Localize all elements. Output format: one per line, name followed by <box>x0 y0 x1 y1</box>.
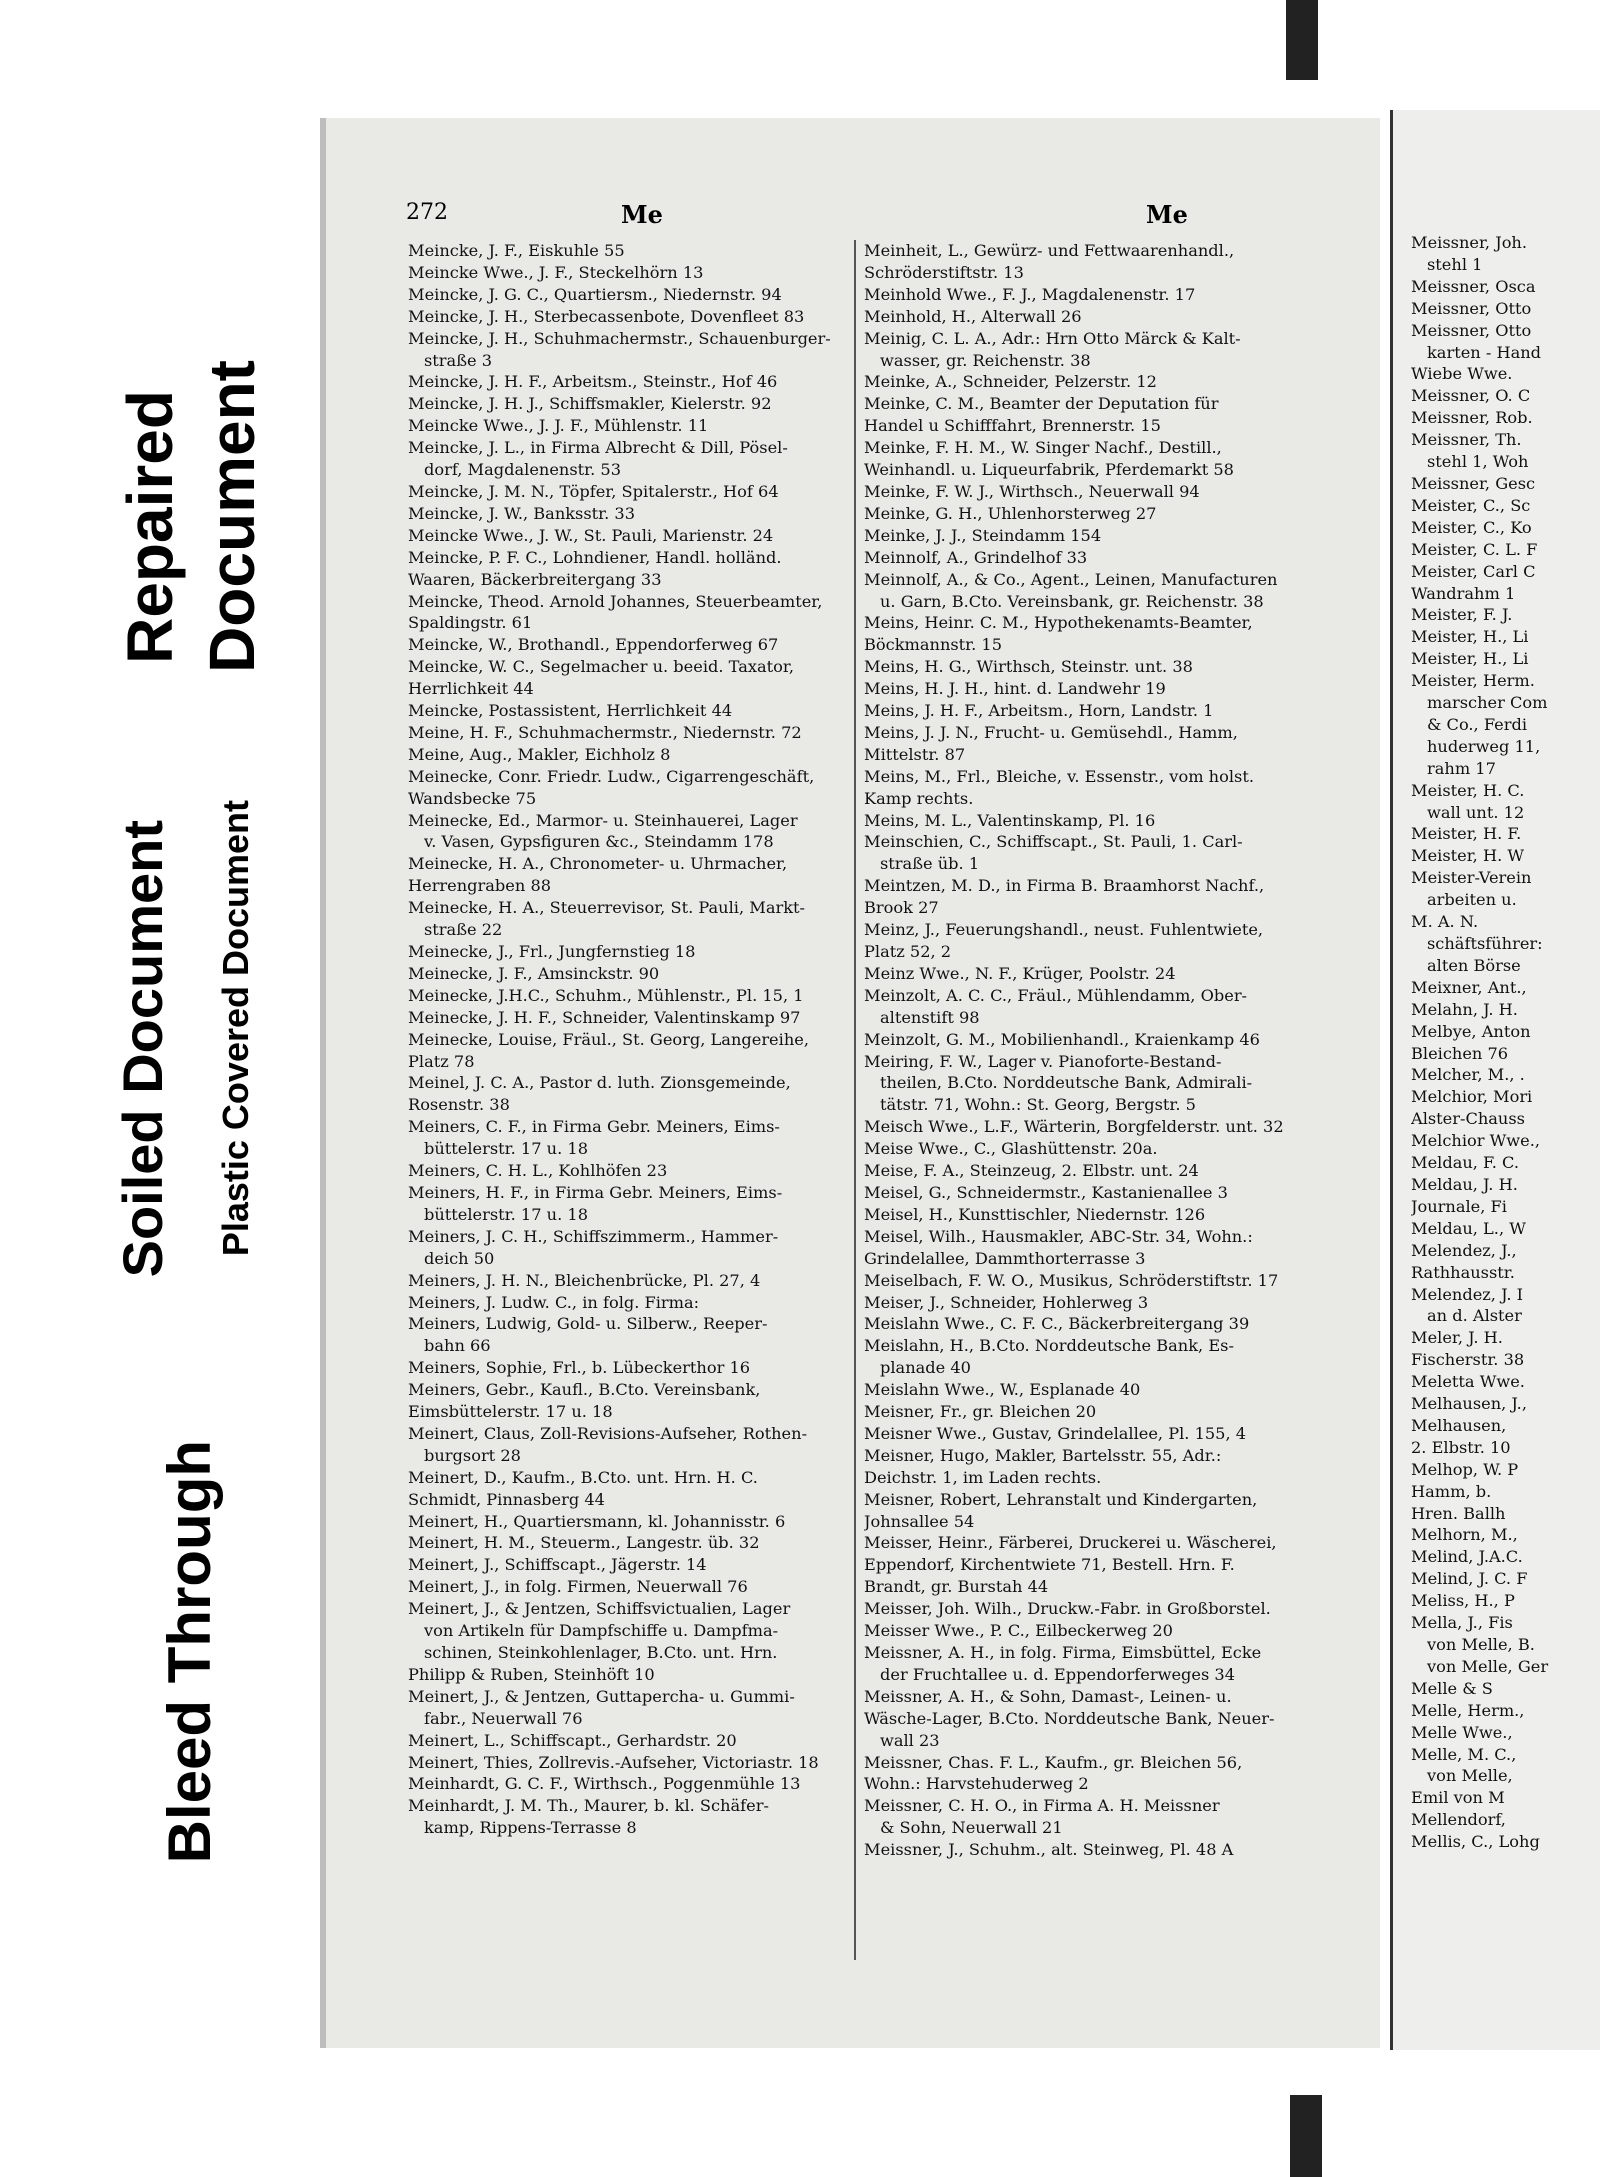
directory-entry-line: Meissner, C. H. O., in Firma A. H. Meissner <box>864 1796 1220 1816</box>
directory-entry-line: Wohn.: Harvstehuderweg 2 <box>864 1774 1089 1794</box>
directory-entry-line: Melbye, Anton <box>1411 1021 1531 1041</box>
directory-entry-line: Meins, J. J. N., Frucht- u. Gemüsehdl., Hamm, <box>864 722 1238 742</box>
directory-entry-line: an d. Alster <box>1427 1306 1522 1326</box>
directory-entry-line: kamp, Rippens-Terrasse 8 <box>424 1818 637 1838</box>
directory-entry-line: Meissner, Chas. F. L., Kaufm., gr. Bleichen 56, <box>864 1752 1243 1772</box>
directory-entry-line: Meiners, C. H. L., Kohlhöfen 23 <box>408 1161 668 1181</box>
label-repaired-line1: Repaired <box>114 390 186 664</box>
directory-entry-line: Meincke, Theod. Arnold Johannes, Steuerbeamter, <box>408 591 823 611</box>
directory-entry-line: Meinel, J. C. A., Pastor d. luth. Zionsgemeinde, <box>408 1073 791 1093</box>
directory-entry-line: Meincke Wwe., J. W., St. Pauli, Marienstr. 24 <box>408 525 774 545</box>
directory-entry-line: Meissner, Th. <box>1411 430 1522 450</box>
directory-entry-line: Meins, Heinr. C. M., Hypothekenamts-Beamter, <box>864 613 1253 633</box>
directory-entry-line: Meixner, Ant., <box>1411 977 1527 997</box>
directory-entry-line: Meincke, Postassistent, Herrlichkeit 44 <box>408 701 733 721</box>
directory-entry-line: Weinhandl. u. Liqueurfabrik, Pferdemarkt 58 <box>864 460 1234 480</box>
directory-entry-line: Meinz, J., Feuerungshandl., neust. Fuhlentwiete, <box>864 920 1264 940</box>
directory-entry-line: Rathhausstr. <box>1411 1262 1515 1282</box>
directory-entry-line: Meinnolf, A., & Co., Agent., Leinen, Manufacturen <box>864 569 1278 589</box>
directory-entry-line: Grindelallee, Dammthorterrasse 3 <box>864 1248 1146 1268</box>
directory-entry-line: Meincke, J. L., in Firma Albrecht & Dill, Pösel- <box>408 438 788 458</box>
directory-entry-line: wall 23 <box>880 1730 940 1750</box>
directory-entry-line: Meincke, J. H. J., Schiffsmakler, Kielerstr. 92 <box>408 394 772 414</box>
directory-entry-line: Mellendorf, <box>1411 1810 1506 1830</box>
directory-entry-line: von Melle, B. <box>1427 1635 1535 1654</box>
directory-entry-line: Melchior Wwe., <box>1411 1131 1540 1151</box>
directory-entry-line: Meinke, F. W. J., Wirthsch., Neuerwall 94 <box>864 481 1200 501</box>
directory-entry-line: straße 22 <box>424 920 503 940</box>
directory-entry-line: Meincke, J. H., Sterbecassenbote, Dovenfleet 83 <box>408 306 805 326</box>
directory-entry-line: Melhausen, <box>1411 1415 1507 1435</box>
directory-entry-line: Melendez, J., <box>1411 1240 1517 1260</box>
directory-entry-line: Meinig, C. L. A., Adr.: Hrn Otto Märck & Kalt- <box>864 328 1241 348</box>
directory-entry-line: Meinhardt, G. C. F., Wirthsch., Poggenmühle 13 <box>408 1774 801 1794</box>
directory-entry-line: Meislahn Wwe., C. F. C., Bäckerbreitergang 39 <box>864 1314 1250 1334</box>
directory-entry-line: Meiser, J., Schneider, Hohlerweg 3 <box>864 1292 1149 1312</box>
directory-entry-line: Meisner Wwe., Gustav, Grindelallee, Pl. 155, 4 <box>864 1423 1247 1443</box>
directory-entry-line: Meister, Carl C <box>1411 561 1536 581</box>
directory-entry-line: Brandt, gr. Burstah 44 <box>864 1577 1049 1597</box>
directory-entry-line: Meine, H. F., Schuhmachermstr., Niedernstr. 72 <box>408 722 802 742</box>
label-soiled: Soiled Document <box>111 820 174 1278</box>
directory-entry-line: Spaldingstr. 61 <box>408 613 533 633</box>
directory-entry-line: & Sohn, Neuerwall 21 <box>880 1818 1063 1838</box>
directory-entry-line: Meldau, L., W <box>1411 1218 1526 1238</box>
directory-entry-line: Kamp rechts. <box>864 788 974 808</box>
directory-entry-line: Meister, H. F. <box>1411 824 1522 844</box>
directory-entry-line: Wandrahm 1 <box>1411 583 1516 603</box>
directory-entry-line: Hamm, b. <box>1411 1481 1492 1501</box>
directory-entry-line: Meister, C. L. F <box>1411 539 1538 559</box>
directory-entry-line: bahn 66 <box>424 1336 491 1356</box>
directory-entry-line: Eimsbüttelerstr. 17 u. 18 <box>408 1402 613 1422</box>
directory-entry-line: Meins, H. G., Wirthsch, Steinstr. unt. 38 <box>864 657 1193 677</box>
directory-entry-line: Meinecke, J.H.C., Schuhm., Mühlenstr., Pl. 15, 1 <box>408 985 804 1005</box>
directory-entry-line: Philipp & Ruben, Steinhöft 10 <box>408 1664 655 1684</box>
registration-mark-top <box>1286 0 1318 80</box>
directory-entry-line: Meinke, J. J., Steindamm 154 <box>864 525 1102 545</box>
directory-entry-line: Herrlichkeit 44 <box>408 679 534 699</box>
directory-entry-line: Melhorn, M., <box>1411 1525 1518 1545</box>
directory-entry-line: Melind, J.A.C. <box>1411 1547 1523 1567</box>
directory-entry-line: Platz 78 <box>408 1051 475 1071</box>
directory-entry-line: Meincke, J. F., Eiskuhle 55 <box>408 241 625 260</box>
directory-entry-line: Herrengraben 88 <box>408 876 552 896</box>
directory-entry-line: M. A. N. <box>1411 912 1479 932</box>
directory-entry-line: Meister, H. W <box>1411 846 1525 866</box>
label-repaired-line2: Document <box>196 360 268 673</box>
directory-entry-line: Meinecke, H. A., Chronometer- u. Uhrmacher, <box>408 854 788 874</box>
directory-entry-line: Meins, M., Frl., Bleiche, v. Essenstr., vom holst. <box>864 766 1254 786</box>
directory-entry-line: Meiners, Ludwig, Gold- u. Silberw., Reeper- <box>408 1314 768 1334</box>
directory-entry-line: straße üb. 1 <box>880 854 980 874</box>
directory-entry-line: Meiners, Sophie, Frl., b. Lübeckerthor 16 <box>408 1358 751 1378</box>
page-number: 272 <box>406 200 448 225</box>
directory-entry-line: Melle, Herm., <box>1411 1700 1525 1720</box>
directory-entry-line: Meins, J. H. F., Arbeitsm., Horn, Landstr. 1 <box>864 701 1214 721</box>
directory-entry-line: Meincke Wwe., J. F., Steckelhörn 13 <box>408 262 704 282</box>
directory-entry-line: Meissner, Otto <box>1411 320 1532 340</box>
directory-entry-line: Meiners, H. F., in Firma Gebr. Meiners, Eims- <box>408 1182 783 1202</box>
directory-entry-line: Meincke, J. H. F., Arbeitsm., Steinstr., Hof 46 <box>408 372 778 392</box>
registration-mark-bottom <box>1290 2095 1322 2177</box>
directory-entry-line: Meisner, Robert, Lehranstalt und Kindergarten, <box>864 1489 1258 1509</box>
header-right-letters: Me <box>1146 200 1188 229</box>
directory-entry-line: Meissner, Rob. <box>1411 408 1533 428</box>
directory-entry-line: Meister, C., Ko <box>1411 517 1532 537</box>
directory-entry-line: Meisser Wwe., P. C., Eilbeckerweg 20 <box>864 1621 1173 1641</box>
directory-entry-line: büttelerstr. 17 u. 18 <box>424 1139 588 1159</box>
directory-entry-line: Handel u Schifffahrt, Brennerstr. 15 <box>864 416 1161 436</box>
directory-entry-line: Meincke Wwe., J. J. F., Mühlenstr. 11 <box>408 416 709 436</box>
directory-entry-line: Rosenstr. 38 <box>408 1095 510 1115</box>
directory-entry-line: Meinke, F. H. M., W. Singer Nachf., Destill., <box>864 438 1222 458</box>
directory-entry-line: Brook 27 <box>864 898 939 918</box>
directory-entry-line: Meins, M. L., Valentinskamp, Pl. 16 <box>864 810 1156 830</box>
directory-entry-line: Meinzolt, G. M., Mobilienhandl., Kraienkamp 46 <box>864 1029 1260 1049</box>
directory-entry-line: Meincke, P. F. C., Lohndiener, Handl. holländ. <box>408 547 782 567</box>
directory-entry-line: Meinke, G. H., Uhlenhorsterweg 27 <box>864 503 1157 523</box>
directory-entry-line: Melhop, W. P <box>1411 1459 1519 1479</box>
directory-entry-line: Meister, C., Sc <box>1411 495 1531 515</box>
directory-entry-line: Meissner, O. C <box>1411 386 1531 406</box>
directory-entry-line: stehl 1, Woh <box>1427 452 1529 472</box>
directory-entry-line: Meissner, A. H., & Sohn, Damast-, Leinen- u. <box>864 1686 1232 1706</box>
directory-entry-line: Meinnolf, A., Grindelhof 33 <box>864 547 1088 567</box>
directory-entry-line: arbeiten u. <box>1427 890 1517 910</box>
directory-entry-line: Wäsche-Lager, B.Cto. Norddeutsche Bank, Neuer- <box>864 1708 1275 1728</box>
directory-entry-line: Meinecke, Ed., Marmor- u. Steinhauerei, Lager <box>408 810 798 830</box>
directory-entry-line: Alster-Chauss <box>1411 1109 1525 1129</box>
directory-entry-line: wall unt. 12 <box>1427 802 1525 822</box>
directory-entry-line: v. Vasen, Gypsfiguren &c., Steindamm 178 <box>424 832 774 852</box>
directory-entry-line: Meins, H. J. H., hint. d. Landwehr 19 <box>864 679 1166 699</box>
directory-entry-line: Mella, J., Fis <box>1411 1613 1513 1633</box>
adjacent-page <box>1390 110 1600 2050</box>
directory-entry-line: Meisch Wwe., L.F., Wärterin, Borgfelderstr. unt. 32 <box>864 1117 1284 1137</box>
directory-entry-line: von Melle, Ger <box>1427 1656 1549 1676</box>
directory-page <box>320 118 1380 2048</box>
directory-entry-line: Meinecke, H. A., Steuerrevisor, St. Pauli, Markt- <box>408 898 805 918</box>
directory-entry-line: Schröderstiftstr. 13 <box>864 262 1024 282</box>
directory-entry-line: von Melle, <box>1427 1766 1513 1786</box>
directory-entry-line: marscher Com <box>1427 693 1548 713</box>
directory-entry-line: Johnsallee 54 <box>864 1511 975 1531</box>
directory-entry-line: Meinert, J., & Jentzen, Schiffsvictualien, Lager <box>408 1599 791 1619</box>
directory-entry-line: Meissner, Gesc <box>1411 473 1536 493</box>
directory-entry-line: Meissner, Osca <box>1411 276 1536 296</box>
directory-entry-line: Emil von M <box>1411 1788 1505 1808</box>
directory-entry-line: Melle, M. C., <box>1411 1744 1517 1764</box>
directory-entry-line: Meinert, J., in folg. Firmen, Neuerwall 76 <box>408 1577 748 1597</box>
directory-entry-line: Meldau, J. H. <box>1411 1174 1518 1194</box>
directory-entry-line: planade 40 <box>880 1358 971 1378</box>
directory-entry-line: Meletta Wwe. <box>1411 1372 1525 1392</box>
directory-entry-line: Meise Wwe., C., Glashüttenstr. 20a. <box>864 1139 1158 1159</box>
right-column <box>864 240 1314 2000</box>
directory-entry-line: deich 50 <box>424 1248 495 1268</box>
directory-entry-line: alten Börse <box>1427 955 1521 975</box>
directory-entry-line: Meiners, J. H. N., Bleichenbrücke, Pl. 27, 4 <box>408 1270 761 1290</box>
directory-entry-line: Melind, J. C. F <box>1411 1569 1528 1589</box>
directory-entry-line: Meincke, J. G. C., Quartiersm., Niedernstr. 94 <box>408 284 782 304</box>
directory-entry-line: Meler, J. H. <box>1411 1328 1503 1348</box>
directory-entry-line: Meisel, Wilh., Hausmakler, ABC-Str. 34, Wohn.: <box>864 1226 1253 1246</box>
directory-entry-line: Meinke, A., Schneider, Pelzerstr. 12 <box>864 372 1157 392</box>
directory-entry-line: Meintzen, M. D., in Firma B. Braamhorst Nachf., <box>864 876 1265 896</box>
directory-entry-line: Meissner, A. H., in folg. Firma, Eimsbüttel, Ecke <box>864 1643 1262 1662</box>
directory-entry-line: Mellis, C., Lohg <box>1411 1832 1540 1852</box>
directory-entry-line: Meiners, C. F., in Firma Gebr. Meiners, Eims- <box>408 1117 780 1137</box>
page-header <box>406 200 1306 240</box>
directory-entry-line: Melhausen, J., <box>1411 1394 1527 1414</box>
directory-entry-line: Meisser, Joh. Wilh., Druckw.-Fabr. in Großborstel. <box>864 1599 1271 1619</box>
directory-entry-line: Meincke, J. W., Banksstr. 33 <box>408 503 636 523</box>
directory-entry-line: Wiebe Wwe. <box>1411 364 1513 384</box>
directory-entry-line: Meiners, J. Ludw. C., in folg. Firma: <box>408 1292 700 1312</box>
directory-entry-line: Meister, Herm. <box>1411 671 1535 691</box>
directory-entry-line: Meissner, J., Schuhm., alt. Steinweg, Pl. 48 A <box>864 1840 1234 1860</box>
directory-entry-line: Meinecke, Conr. Friedr. Ludw., Cigarrengeschäft, <box>408 766 815 786</box>
directory-entry-line: Meincke, W. C., Segelmacher u. beeid. Taxator, <box>408 657 794 677</box>
directory-entry-line: Meissner, Joh. <box>1411 233 1528 252</box>
directory-entry-line: Meise, F. A., Steinzeug, 2. Elbstr. unt. 24 <box>864 1161 1199 1181</box>
directory-entry-line: Meinheit, L., Gewürz- und Fettwaarenhandl., <box>864 241 1235 260</box>
directory-entry-line: Meinhardt, J. M. Th., Maurer, b. kl. Schäfer- <box>408 1796 769 1816</box>
directory-entry-line: von Artikeln für Dampfschiffe u. Dampfma- <box>424 1621 779 1641</box>
directory-entry-line: Meliss, H., P <box>1411 1591 1515 1611</box>
label-plastic-covered: Plastic Covered Document <box>215 800 256 1257</box>
directory-entry-line: Schmidt, Pinnasberg 44 <box>408 1489 605 1509</box>
directory-entry-line: Meincke, J. H., Schuhmachermstr., Schauenburger- <box>408 328 831 348</box>
directory-entry-line: Meisel, H., Kunsttischler, Niedernstr. 126 <box>864 1204 1206 1224</box>
directory-entry-line: Melchior, Mori <box>1411 1087 1533 1107</box>
column-divider <box>854 240 856 1960</box>
directory-entry-line: Meinhold, H., Alterwall 26 <box>864 306 1082 326</box>
directory-entry-line: theilen, B.Cto. Norddeutsche Bank, Admirali- <box>880 1073 1253 1093</box>
directory-entry-line: büttelerstr. 17 u. 18 <box>424 1204 588 1224</box>
adjacent-page-column <box>1411 232 1600 2012</box>
directory-entry-line: Meinschien, C., Schiffscapt., St. Pauli, 1. Carl- <box>864 832 1243 852</box>
directory-entry-line: Meister, H., Li <box>1411 627 1529 647</box>
directory-entry-line: Meister, H., Li <box>1411 649 1529 669</box>
directory-entry-line: burgsort 28 <box>424 1445 521 1465</box>
directory-entry-line: Fischerstr. 38 <box>1411 1350 1525 1370</box>
directory-entry-line: rahm 17 <box>1427 758 1496 778</box>
directory-entry-line: stehl 1 <box>1427 254 1483 274</box>
directory-entry-line: Meisel, G., Schneidermstr., Kastanienallee 3 <box>864 1182 1228 1202</box>
directory-entry-line: Mittelstr. 87 <box>864 744 966 764</box>
directory-entry-line: Meislahn, H., B.Cto. Norddeutsche Bank, Es- <box>864 1336 1234 1356</box>
directory-entry-line: huderweg 11, <box>1427 736 1541 756</box>
directory-entry-line: Meinhold Wwe., F. J., Magdalenenstr. 17 <box>864 284 1196 304</box>
directory-entry-line: Platz 52, 2 <box>864 942 952 961</box>
directory-entry-line: schäftsführer: <box>1427 934 1543 953</box>
directory-entry-line: Meldau, F. C. <box>1411 1153 1520 1173</box>
directory-entry-line: fabr., Neuerwall 76 <box>424 1708 583 1728</box>
directory-entry-line: Meisser, Heinr., Färberei, Druckerei u. Wäscherei, <box>864 1533 1277 1553</box>
directory-entry-line: Melendez, J. I <box>1411 1284 1524 1304</box>
directory-entry-line: Meister, H. C. <box>1411 780 1525 800</box>
directory-entry-line: Meinert, H., Quartiersmann, kl. Johannisstr. 6 <box>408 1511 786 1531</box>
directory-entry-line: Meincke, W., Brothandl., Eppendorferweg 67 <box>408 635 779 655</box>
directory-entry-line: altenstift 98 <box>880 1007 980 1027</box>
header-left-letters: Me <box>621 200 663 229</box>
directory-entry-line: Bleichen 76 <box>1411 1043 1509 1063</box>
directory-entry-line: Meiselbach, F. W. O., Musikus, Schröderstiftstr. 17 <box>864 1270 1279 1290</box>
directory-entry-line: Meinert, H. M., Steuerm., Langestr. üb. 32 <box>408 1533 760 1553</box>
directory-entry-line: Hren. Ballh <box>1411 1503 1506 1523</box>
directory-entry-line: Meinert, L., Schiffscapt., Gerhardstr. 20 <box>408 1730 737 1750</box>
directory-entry-line: schinen, Steinkohlenlager, B.Cto. unt. Hrn. <box>424 1643 778 1662</box>
directory-entry-line: Meislahn Wwe., W., Esplanade 40 <box>864 1380 1141 1400</box>
directory-entry-line: Meisner, Fr., gr. Bleichen 20 <box>864 1402 1097 1422</box>
directory-entry-line: Meinzolt, A. C. C., Fräul., Mühlendamm, Ober- <box>864 985 1248 1005</box>
directory-entry-line: Meiners, Gebr., Kaufl., B.Cto. Vereinsbank, <box>408 1380 761 1400</box>
directory-entry-line: Waaren, Bäckerbreitergang 33 <box>408 569 662 589</box>
directory-entry-line: Meissner, Otto <box>1411 298 1532 318</box>
directory-entry-line: u. Garn, B.Cto. Vereinsbank, gr. Reichenstr. 38 <box>880 591 1264 611</box>
directory-entry-line: Melcher, M., . <box>1411 1065 1525 1085</box>
directory-entry-line: Meisner, Hugo, Makler, Bartelsstr. 55, Adr.: <box>864 1445 1222 1465</box>
directory-entry-line: Meinecke, Louise, Fräul., St. Georg, Langereihe, <box>408 1029 809 1049</box>
directory-entry-line: wasser, gr. Reichenstr. 38 <box>880 350 1091 370</box>
directory-entry-line: Meinert, D., Kaufm., B.Cto. unt. Hrn. H. C. <box>408 1467 758 1487</box>
directory-entry-line: Eppendorf, Kirchentwiete 71, Bestell. Hrn. F. <box>864 1555 1235 1575</box>
directory-entry-line: karten - Hand <box>1427 342 1542 362</box>
directory-entry-line: der Fruchtallee u. d. Eppendorferweges 34 <box>880 1664 1236 1684</box>
directory-entry-line: Meinecke, J., Frl., Jungfernstieg 18 <box>408 942 696 961</box>
directory-entry-line: Meiners, J. C. H., Schiffszimmerm., Hammer- <box>408 1226 779 1246</box>
directory-entry-line: tätstr. 71, Wohn.: St. Georg, Bergstr. 5 <box>880 1095 1196 1115</box>
directory-entry-line: Meincke, J. M. N., Töpfer, Spitalerstr., Hof 64 <box>408 481 779 501</box>
directory-entry-line: dorf, Magdalenenstr. 53 <box>424 460 621 480</box>
directory-entry-line: Deichstr. 1, im Laden rechts. <box>864 1467 1102 1487</box>
directory-entry-line: straße 3 <box>424 350 493 370</box>
directory-entry-line: & Co., Ferdi <box>1427 714 1528 734</box>
directory-entry-line: Meiring, F. W., Lager v. Pianoforte-Bestand- <box>864 1051 1222 1071</box>
directory-entry-line: Journale, Fi <box>1411 1196 1507 1216</box>
directory-entry-line: Meister-Verein <box>1411 868 1532 888</box>
directory-entry-line: Meinert, J., & Jentzen, Guttapercha- u. Gummi- <box>408 1686 795 1706</box>
directory-entry-line: Meinke, C. M., Beamter der Deputation für <box>864 394 1219 414</box>
directory-entry-line: Melle & S <box>1411 1678 1493 1698</box>
directory-entry-line: Meister, F. J. <box>1411 605 1513 625</box>
label-bleed-through: Bleed Through <box>156 1440 223 1864</box>
directory-entry-line: Melahn, J. H. <box>1411 999 1518 1019</box>
directory-entry-line: Meinz Wwe., N. F., Krüger, Poolstr. 24 <box>864 963 1176 983</box>
directory-entry-line: Meinert, Thies, Zollrevis.-Aufseher, Victoriastr. 18 <box>408 1752 819 1772</box>
directory-entry-line: Meine, Aug., Makler, Eichholz 8 <box>408 744 671 764</box>
directory-entry-line: Meinecke, J. H. F., Schneider, Valentinskamp 97 <box>408 1007 801 1027</box>
directory-entry-line: Meinecke, J. F., Amsinckstr. 90 <box>408 963 660 983</box>
directory-entry-line: Meinert, Claus, Zoll-Revisions-Aufseher, Rothen- <box>408 1423 808 1443</box>
directory-entry-line: 2. Elbstr. 10 <box>1411 1437 1511 1457</box>
directory-entry-line: Melle Wwe., <box>1411 1722 1513 1742</box>
directory-entry-line: Böckmannstr. 15 <box>864 635 1003 655</box>
directory-entry-line: Wandsbecke 75 <box>408 788 537 808</box>
directory-entry-line: Meinert, J., Schiffscapt., Jägerstr. 14 <box>408 1555 707 1575</box>
left-column <box>408 240 848 2000</box>
